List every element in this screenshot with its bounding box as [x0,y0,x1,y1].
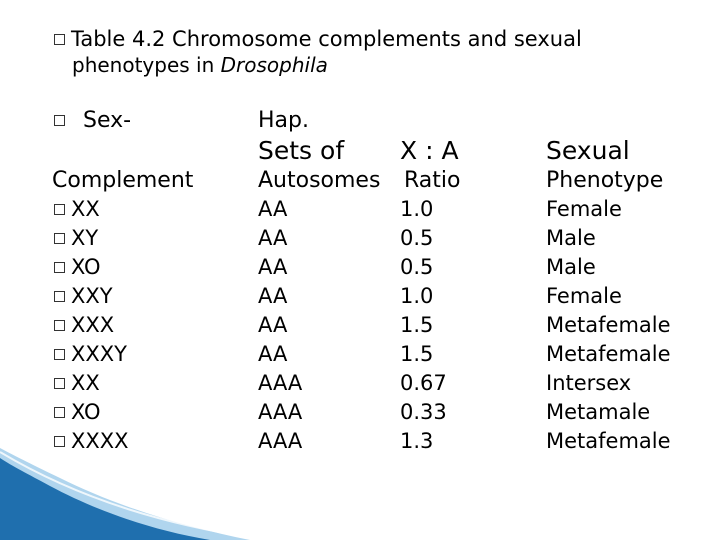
header-sexual: Sexual [546,136,630,165]
table-cell: XXY [54,282,129,311]
bullet-icon [54,436,65,447]
table-cell: 0.5 [400,255,434,279]
table-cell: 1.5 [400,313,434,337]
column-phenotype [546,195,671,456]
table-cell: XXXY [54,340,129,369]
table-cell: XXXX [54,427,129,456]
bullet-icon [54,115,65,126]
table-cell: XO [54,253,129,282]
table-cell: Metafemale [546,429,671,453]
corner-swoosh-decoration [0,448,260,540]
table-cell: Metafemale [546,342,671,366]
bullet-icon [54,262,65,273]
table-cell: Male [546,226,596,250]
table-cell: AAA [258,400,303,424]
header-xa: X : A [400,136,459,165]
table-cell: AA [258,313,288,337]
bullet-icon [54,34,65,45]
table-cell: AA [258,226,288,250]
table-cell: 0.67 [400,371,447,395]
table-cell: AA [258,255,288,279]
table-cell: 0.33 [400,400,447,424]
header-sex-label: Sex- [83,108,132,133]
table-cell: AAA [258,429,303,453]
table-cell: AA [258,284,288,308]
table-cell: AAA [258,371,303,395]
column-complement [54,195,129,456]
bullet-icon [54,349,65,360]
table-cell: 1.3 [400,429,434,453]
column-autosomes [258,195,302,456]
bullet-icon [54,407,65,418]
table-cell: Metafemale [546,313,671,337]
table-cell: XO [54,398,129,427]
header-sets-of: Sets of [258,136,345,165]
table-cell: 1.5 [400,342,434,366]
bullet-icon [54,291,65,302]
bullet-icon [54,233,65,244]
slide-subtitle [72,50,328,80]
table-cell: 0.5 [400,226,434,250]
header-autosomes: Autosomes [258,168,381,193]
header-hap: Hap. [258,108,309,133]
table-cell: XXX [54,311,129,340]
column-ratio [400,195,447,456]
table-cell: Metamale [546,400,651,424]
header-ratio: Ratio [404,168,461,193]
header-phenotype: Phenotype [546,168,664,193]
table-cell: XY [54,224,129,253]
title-bold: Table 4.2 Chromosome complements and [71,27,508,51]
table-cell: Female [546,197,622,221]
header-sex [54,108,131,133]
bullet-icon [54,378,65,389]
table-cell: AA [258,342,288,366]
table-cell: XX [54,195,129,224]
header-complement: Complement [52,168,194,193]
table-cell: XX [54,369,129,398]
table-cell: AA [258,197,288,221]
bullet-icon [54,204,65,215]
table-cell: Male [546,255,596,279]
table-cell: 1.0 [400,284,434,308]
subtitle-italic: Drosophila [220,53,328,77]
bullet-icon [54,320,65,331]
subtitle-text: phenotypes in [72,53,221,77]
table-cell: Intersex [546,371,632,395]
table-cell: Female [546,284,622,308]
table-cell: 1.0 [400,197,434,221]
title-light: sexual [507,27,582,51]
